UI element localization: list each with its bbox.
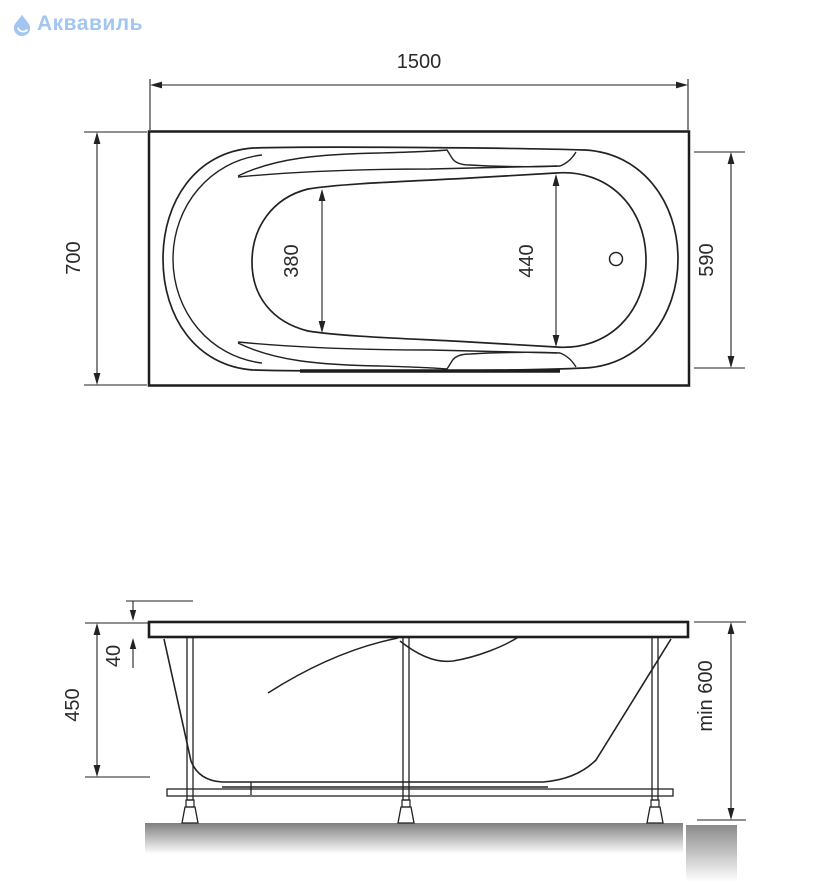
top-view	[63, 51, 745, 386]
dim-width-700	[63, 132, 147, 385]
dim-length-label: 1500	[396, 51, 442, 73]
tub-side-profile	[164, 639, 671, 782]
dim-seat-label: 380	[281, 244, 303, 278]
inner-profile-curve-2	[400, 636, 520, 661]
dim-inner-right-590	[694, 152, 745, 368]
frame-leg-middle	[398, 637, 414, 823]
ground-strip-right	[686, 825, 737, 882]
dim-body-label: 450	[62, 688, 84, 722]
tub-rim-bar	[149, 622, 688, 637]
side-view	[62, 601, 746, 882]
ground-strip	[145, 823, 683, 854]
dim-width-label: 700	[63, 241, 85, 275]
dim-install-label: min 600	[695, 660, 717, 732]
dim-length-1500	[150, 51, 688, 130]
brand-name: Аквавиль	[37, 12, 144, 35]
frame-rail	[167, 789, 673, 796]
dim-rim-label: 40	[103, 644, 125, 668]
inner-profile-curve-1	[268, 638, 398, 693]
dim-install-600	[694, 622, 746, 820]
dim-inner-label: 440	[516, 244, 538, 278]
dim-inner-right-label: 590	[696, 243, 718, 277]
